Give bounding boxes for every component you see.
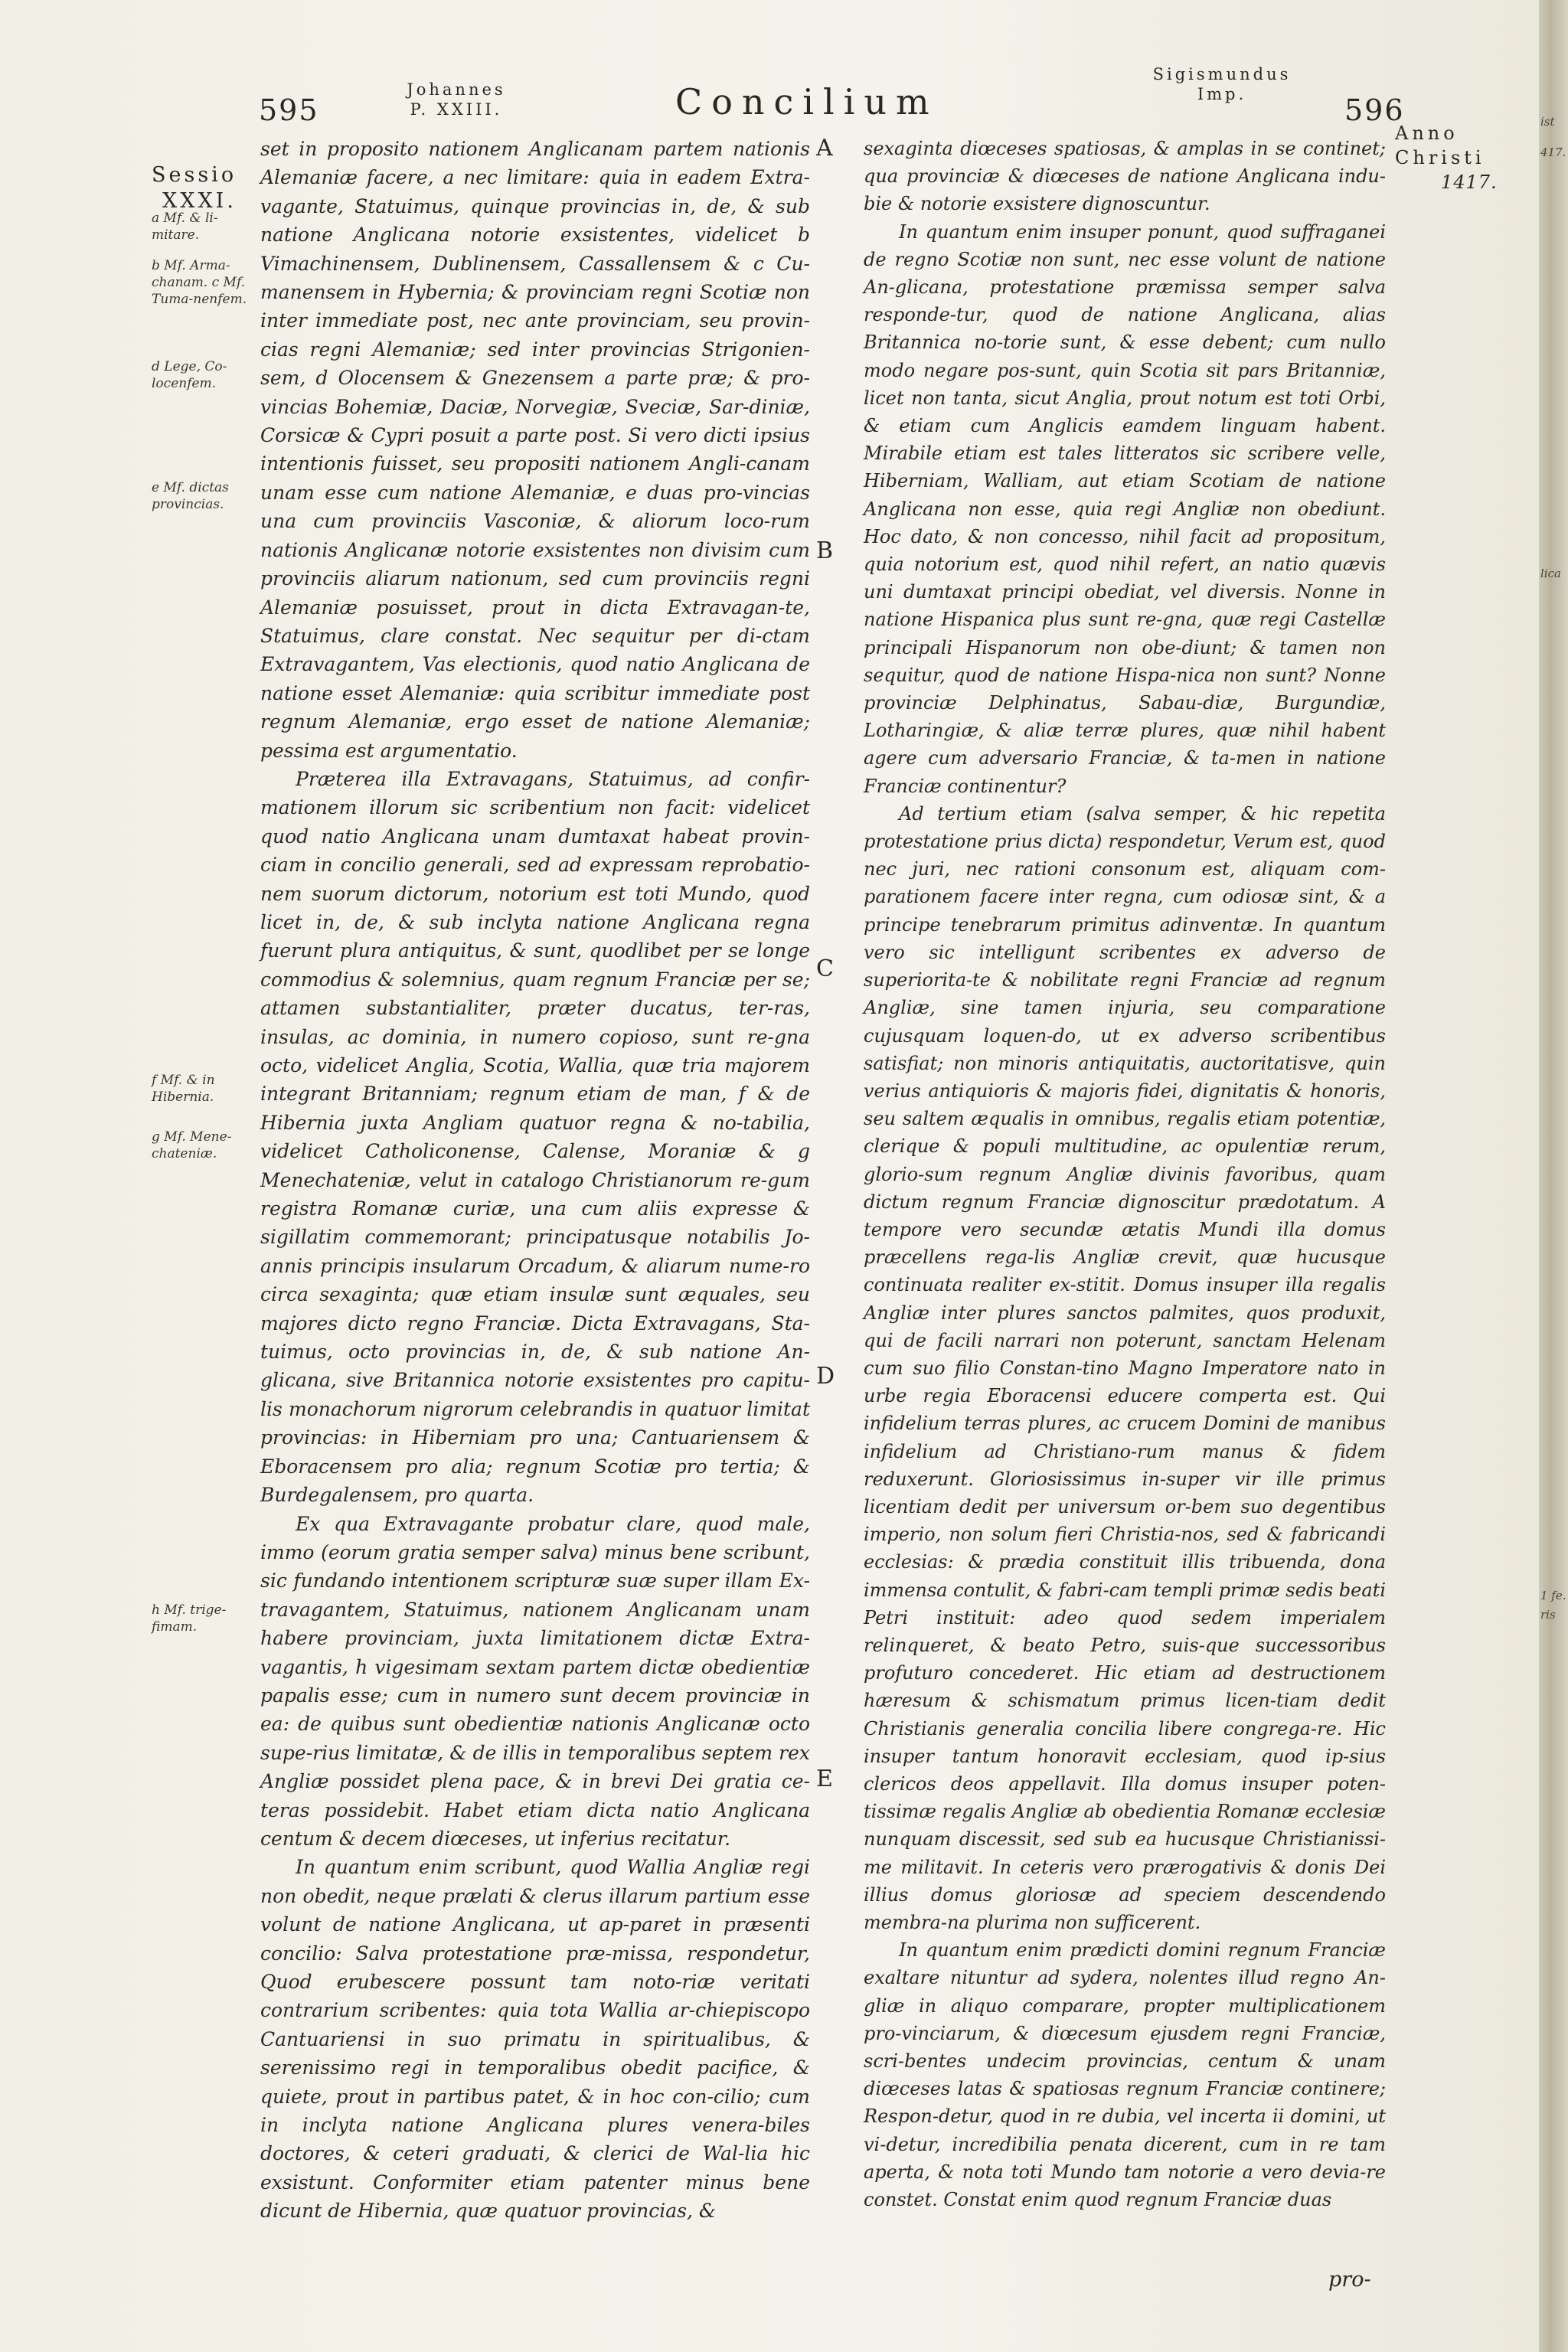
paragraph: Præterea illa Extravagans, Statuimus, ad confir-mationem illorum sic scribentium non facit: videlicet quod natio Anglicana unam dumtaxat habeat provin-ciam in concilio generali, sed ad expressam reprobatio-nem suorum dictorum, notorium est toti Mundo, quod licet in, de, & sub inclyta natione Anglicana regna fuerunt plura antiquitus, & sunt, quodlibet per se longe commodius & solemnius, quam regnum Franciæ per se; attamen substantialiter, præter ducatus, ter-ras, insulas, ac dominia, in numero copioso, sunt re-gna octo, videlicet Anglia, Scotia, Wallia, quæ tria majorem integrant Britanniam; regnum etiam de man, f & de Hibernia juxta Angliam quatuor regna & no-tabilia, videlicet Catholiconense, Calense, Moraniæ & g Menechateniæ, velut in catalogo Christianorum re-gum registra Romanæ curiæ, una cum aliis expresse & sigillatim commemorant; principatusque notabilis Jo-annis principis insularum Orcadum, & aliarum nume-ro circa sexaginta; quæ etiam insulæ sunt æquales, seu majores dicto regno Franciæ. Dicta Extravagans, Sta-tuimus, octo provincias in, de, & sub natione An-glicana, sive Britannica notorie exsistentes pro capitu-lis monachorum nigrorum celebrandis in quatuor limitat provincias: in Hiberniam pro una; Cantuariensem & Eboracensem pro alia; regnum Scotiæ pro tertia; & Burdegalensem, pro quarta. <box>260 767 810 1507</box>
margin-note: h Mf. trige-fimam. <box>152 1602 227 1635</box>
paragraph: In quantum enim insuper ponunt, quod suffraganei de regno Scotiæ non sunt, nec esse volunt de natione An-glicana, protestatione præmissa semper salva responde-tur, quod de natione Anglicana, alias Britannica no-torie sunt, & esse debent; cum nullo modo negare pos-sunt, quin Scotia sit pars Britanniæ, licet non tanta, sicut Anglia, prout notum est toti Orbi, & etiam cum Anglicis eamdem linguam habent. Mirabile etiam est tales litteratos sic scribere velle, Hiberniam, Walliam, aut etiam Scotiam de natione Anglicana non esse, quia regi Angliæ non obediunt. Hoc dato, & non concesso, nihil facit ad propositum, quia notorium est, quod nihil refert, an natio quævis uni dumtaxat principi obediat, vel diversis. Nonne in natione Hispanica plus sunt re-gna, quæ regi Castellæ principali Hispanorum non obe-diunt; & tamen non sequitur, quod de natione Hispa-nica non sunt? Nonne provinciæ Delphinatus, Sabau-diæ, Burgundiæ, Lotharingiæ, & aliæ terræ plures, quæ nihil habent agere cum adversario Franciæ, & ta-men in natione Franciæ continentur? <box>864 220 1386 797</box>
margin-note: f Mf. & in Hibernia. <box>152 1073 215 1105</box>
emperor-name: Sigismundus <box>1152 65 1292 83</box>
text-column-left <box>260 135 810 2226</box>
emperor-abbr: Imp. <box>1197 85 1247 103</box>
page-number-left: 595 <box>259 93 319 127</box>
session-heading <box>152 162 237 214</box>
pope-name: Johannes <box>407 80 506 99</box>
margin-note: g Mf. Mene-chateniæ. <box>152 1129 232 1161</box>
section-letter: B <box>816 537 834 564</box>
text-column-right <box>864 135 1386 2213</box>
catchword: pro- <box>1328 2268 1371 2292</box>
section-letter: D <box>816 1363 835 1390</box>
edge-fragment: lica <box>1540 567 1561 580</box>
sessio-label: Sessio <box>152 163 237 187</box>
margin-note: b Mf. Arma-chanam. c Mf. Tuma-nenfem. <box>152 258 247 307</box>
running-head-pope <box>372 80 541 119</box>
pope-number: P. XXIII. <box>410 100 503 119</box>
year-note <box>1395 121 1533 194</box>
paragraph: sexaginta diœceses spatiosas, & amplas in se continet; qua provinciæ & diœceses de natione Anglicana indu-bie & notorie exsistere dignoscuntur. <box>864 138 1386 215</box>
section-letter: E <box>816 1766 833 1792</box>
edge-fragment: 417. <box>1540 145 1566 159</box>
paragraph: In quantum enim prædicti domini regnum Franciæ exaltare nituntur ad sydera, nolentes illud regno An-gliæ in aliquo comparare, propter multiplicationem pro-vinciarum, & diœcesum ejusdem regni Franciæ, scri-bentes undecim provincias, centum & unam diœceses latas & spatiosas regnum Franciæ continere; Respon-detur, quod in re dubia, vel incerta ii domini, ut vi-detur, incredibilia penata dicerent, cum in re tam aperta, & nota toti Mundo tam notorie a vero devia-re constet. Constat enim quod regnum Franciæ duas <box>864 1939 1386 2211</box>
paragraph: Ad tertium etiam (salva semper, & hic repetita protestatione prius dicta) respondetur, Verum est, quod nec juri, nec rationi consonum est, aliquam com-parationem facere inter regna, cum odiosæ sint, & a principe tenebrarum primitus adinventæ. In quantum vero sic intelligunt scribentes ex adverso de superiorita-te & nobilitate regni Franciæ ad regnum Angliæ, sine tamen injuria, seu comparatione cujusquam loquen-do, ut ex adverso scribentibus satisfiat; non minoris antiquitatis, auctoritatisve, quin verius antiquioris & majoris fidei, dignitatis & honoris, seu saltem æqualis in omnibus, regalis etiam potentiæ, clerique & populi multitudine, ac opulentiæ rerum, glorio-sum regnum Angliæ divinis favoribus, quam dictum regnum Franciæ dignoscitur prædotatum. A tempore vero secundæ ætatis Mundi illa domus præcellens rega-lis Angliæ crevit, quæ hucusque continuata realiter ex-stitit. Domus insuper illa regalis Angliæ inter plures sanctos palmites, quos produxit, qui de facili narrari non poterunt, sanctam Helenam cum suo filio Constan-tino Magno Imperatore nato in urbe regia Eboracensi educere comperta est. Qui infidelium terras plures, ac crucem Domini de manibus infidelium ad Christiano-rum manus & fidem reduxerunt. Gloriosissimus in-super vir ille primus licentiam dedit per universum or-bem suo degentibus imperio, non solum fieri Christia-nos, sed & fabricandi ecclesias: & prædia constituit illis tribuenda, dona immensa contulit, & fabri-cam templi primæ sedis beati Petri instituit: adeo quod sedem imperialem relinqueret, & beato Petro, suis-que successoribus profuturo concederet. Hic etiam ad destructionem hæresum & schismatum primus licen-tiam dedit Christianis generalia concilia libere congrega-re. Hic insuper tantum honoravit ecclesiam, quod ip-sius clericos deos appellavit. Illa domus insuper poten-tissimæ regalis Angliæ ab obedientia Romanæ ecclesiæ nunquam discessit, sed sub ea hucusque Christianissi-me militavit. In ceteris vero prærogativis & donis Dei illius domus gloriosæ ad speciem descendendo membra-na plurima non sufficerent. <box>864 802 1386 1933</box>
edge-fragment: ist <box>1540 115 1555 129</box>
margin-note: a Mf. & li-mitare. <box>152 211 218 243</box>
edge-fragment: 1 fe. <box>1540 1589 1566 1602</box>
anno-label: Anno <box>1395 122 1459 144</box>
section-letter: C <box>816 956 834 982</box>
page-number-right: 596 <box>1344 93 1405 127</box>
running-head-emperor <box>1130 64 1314 104</box>
running-head-title: Concilium <box>675 81 939 122</box>
margin-note: d Lege, Co-locenfem. <box>152 359 227 391</box>
margin-note: e Mf. dictas provincias. <box>152 480 229 512</box>
year: 1417. <box>1441 172 1498 193</box>
edge-fragment: ris <box>1540 1608 1556 1622</box>
paragraph: In quantum enim scribunt, quod Wallia Angliæ regi non obedit, neque prælati & clerus illarum partium esse volunt de natione Anglicana, ut ap-paret in præsenti concilio: Salva protestatione præ-missa, respondetur, Quod erubescere possunt tam noto-riæ veritati contrarium scribentes: quia tota Wallia ar-chiepiscopo Cantuariensi in suo primatu in spiritualibus, & serenissimo regi in temporalibus obedit pacifice, & quiete, prout in partibus patet, & in hoc con-cilio; cum in inclyta natione Anglicana plures venera-biles doctores, & ceteri graduati, & clerici de Wal-lia hic exsistunt. Conformiter etiam patenter minus bene dicunt de Hibernia, quæ quatuor provincias, & <box>260 1856 810 2223</box>
paragraph: set in proposito nationem Anglicanam partem nationis Alemaniæ facere, a nec limitare: quia in eadem Extra-vagante, Statuimus, quinque provincias in, de, & sub natione Anglicana notorie exsistentes, videlicet b Vimachinensem, Dublinensem, Cassallensem & c Cu-manensem in Hybernia; & provinciam regni Scotiæ non inter immediate post, nec ante provinciam, seu provin-cias regni Alemaniæ; sed inter provincias Strigonien-sem, d Olocensem & Gnezensem a parte præ; & pro-vincias Bohemiæ, Daciæ, Norvegiæ, Sveciæ, Sar-diniæ, Corsicæ & Cypri posuit a parte post. Si vero dicti ipsius intentionis fuisset, seu propositi nationem Angli-canam unam esse cum natione Alemaniæ, e duas pro-vincias una cum provinciis Vasconiæ, & aliorum loco-rum nationis Anglicanæ notorie exsistentes non divisim cum provinciis aliarum nationum, sed cum provinciis regni Alemaniæ posuisset, prout in dicta Extravagan-te, Statuimus, clare constat. Nec sequitur per di-ctam Extravagantem, Vas electionis, quod natio Anglicana de natione esset Alemaniæ: quia scribitur immediate post regnum Alemaniæ, ergo esset de natione Alemaniæ; pessima est argumentatio. <box>260 138 810 762</box>
christi-label: Christi <box>1395 147 1485 168</box>
adjacent-page-edge <box>1539 0 1568 2352</box>
paragraph: Ex qua Extravagante probatur clare, quod male, immo (eorum gratia semper salva) minus bene scribunt, sic fundando intentionem scripturæ suæ super illam Ex-travagantem, Statuimus, nationem Anglicanam unam habere provinciam, juxta limitationem dictæ Extra-vagantis, h vigesimam sextam partem dictæ obedientiæ papalis esse; cum in numero sunt decem provinciæ in ea: de quibus sunt obedientiæ nationis Anglicanæ octo supe-rius limitatæ, & de illis in temporalibus septem rex Angliæ possidet plena pace, & in brevi Dei gratia ce-teras possidebit. Habet etiam dicta natio Anglicana centum & decem diœceses, ut inferius recitatur. <box>260 1512 810 1850</box>
sessio-number: XXXI. <box>162 189 237 213</box>
section-letter: A <box>816 135 833 162</box>
